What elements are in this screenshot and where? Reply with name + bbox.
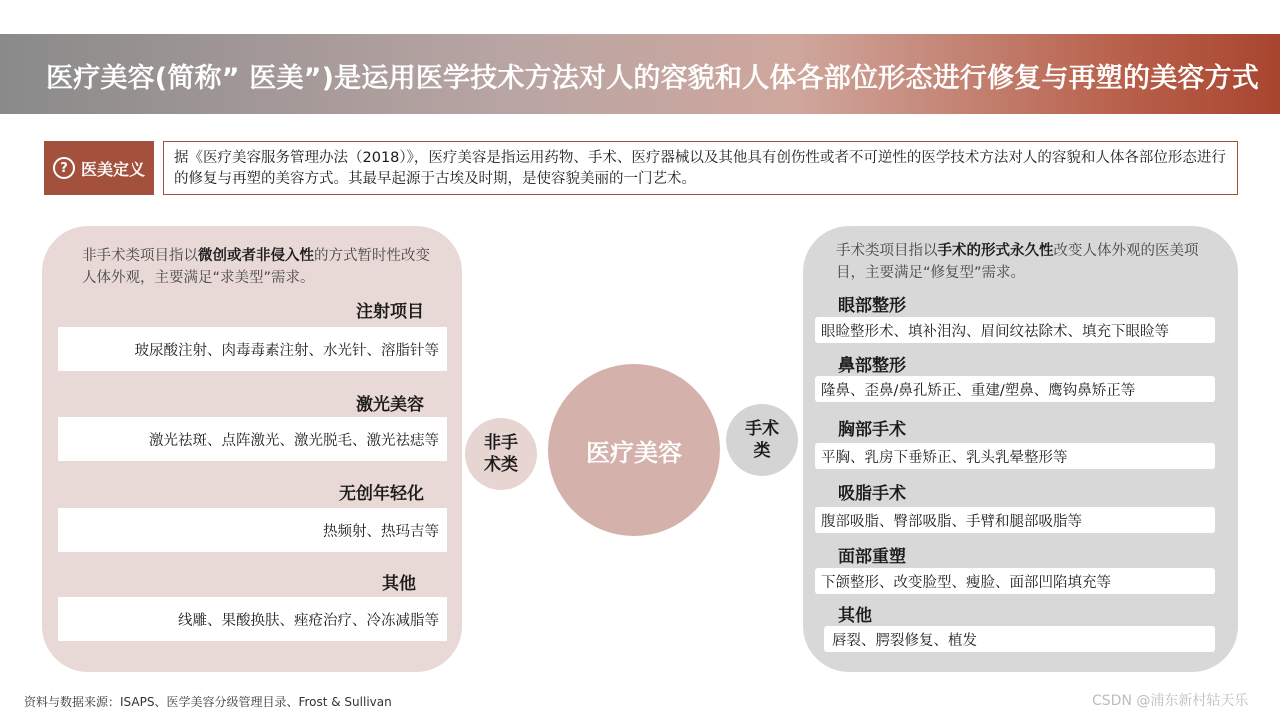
non-surgical-category-items: 玻尿酸注射、肉毒毒素注射、水光针、溶脂针等 [58,327,447,371]
non-surgical-category-items: 激光祛斑、点阵激光、激光脱毛、激光祛痣等 [58,417,447,461]
non-surgical-circle [465,418,537,490]
surgical-category-title: 吸脂手术 [838,484,906,504]
center-circle: 医疗美容 [548,364,720,536]
question-mark-icon: ? [53,157,75,179]
page-title: 医疗美容(简称” 医美”)是运用医学技术方法对人的容貌和人体各部位形态进行修复与再塑的美容方式 [46,63,1259,94]
non-surgical-intro: 非手术类项目指以微创或者非侵入性的方式暂时性改变人体外观，主要满足“求美型”需求。 [82,248,430,286]
surgical-category-title: 鼻部整形 [838,356,906,376]
non-surgical-category-title: 注射项目 [356,302,424,322]
non-surgical-category-items: 热频射、热玛吉等 [58,508,447,552]
definition-tag-label: 医美定义 [80,159,145,179]
surgical-category-items: 下颌整形、改变脸型、瘦脸、面部凹陷填充等 [815,568,1215,594]
non-surgical-category-title: 激光美容 [356,395,424,415]
surgical-category-title: 面部重塑 [838,547,906,567]
surgical-category-title: 胸部手术 [838,420,906,440]
non-surgical-category-title: 其他 [382,574,416,594]
source-note: 资料与数据来源：ISAPS、医学美容分级管理目录、Frost & Sullivan [24,695,392,709]
surgical-circle [726,404,798,476]
non-surgical-circle-label: 非手术类 [484,433,518,475]
watermark: CSDN @浦东新村轱天乐 [1092,693,1249,709]
surgical-category-items: 腹部吸脂、臀部吸脂、手臂和腿部吸脂等 [815,507,1215,533]
surgical-circle-label: 手术类 [745,419,779,461]
surgical-category-items: 唇裂、腭裂修复、植发 [824,626,1215,652]
surgical-category-title: 其他 [838,606,872,626]
surgical-category-items: 平胸、乳房下垂矫正、乳头乳晕整形等 [815,443,1215,469]
non-surgical-category-title: 无创年轻化 [339,484,424,504]
surgical-category-items: 隆鼻、歪鼻/鼻孔矫正、重建/塑鼻、鹰钩鼻矫正等 [815,376,1215,402]
definition-text: 据《医疗美容服务管理办法（2018）》，医疗美容是指运用药物、手术、医疗器械以及其他具有创伤性或者不可逆性的医学技术方法对人的容貌和人体各部位形态进行的修复与再塑的美容方式。其最早起源于古埃及时期，是使容貌美丽的一门艺术。 [163,141,1238,195]
surgical-intro: 手术类项目指以手术的形式永久性改变人体外观的医美项目，主要满足“修复型”需求。 [836,243,1199,281]
definition-tag [44,141,154,195]
non-surgical-category-items: 线雕、果酸换肤、痤疮治疗、冷冻减脂等 [58,597,447,641]
surgical-category-items: 眼睑整形术、填补泪沟、眉间纹祛除术、填充下眼睑等 [815,317,1215,343]
surgical-category-title: 眼部整形 [838,296,906,316]
